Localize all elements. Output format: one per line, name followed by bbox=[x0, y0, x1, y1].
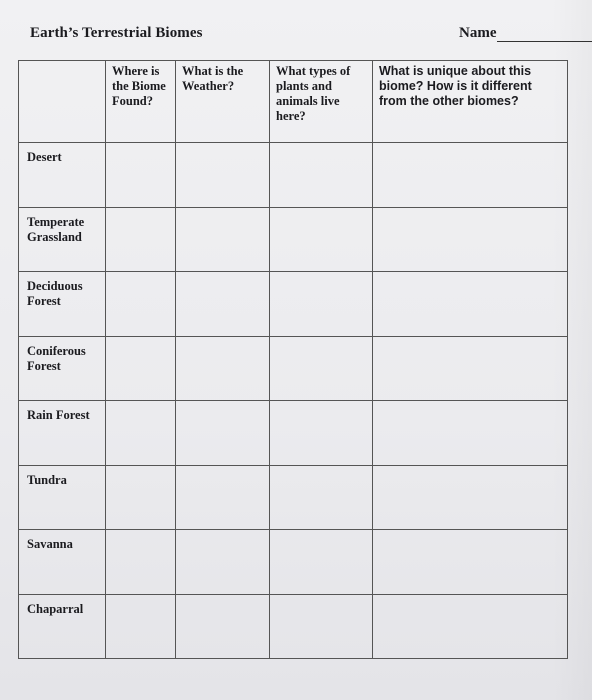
row-label-savanna: Savanna bbox=[19, 530, 106, 595]
corner-cell bbox=[19, 61, 106, 143]
answer-cell[interactable] bbox=[270, 530, 373, 595]
table-row bbox=[19, 401, 568, 466]
answer-cell[interactable] bbox=[176, 143, 270, 208]
answer-cell[interactable] bbox=[176, 594, 270, 659]
answer-cell[interactable] bbox=[270, 272, 373, 337]
biome-table bbox=[18, 60, 568, 659]
answer-cell[interactable] bbox=[270, 207, 373, 272]
row-label-rain-forest: Rain Forest bbox=[19, 401, 106, 466]
row-label-temperate-grassland: Temperate Grassland bbox=[19, 207, 106, 272]
name-label: Name bbox=[459, 25, 497, 41]
answer-cell[interactable] bbox=[270, 401, 373, 466]
answer-cell[interactable] bbox=[176, 272, 270, 337]
column-header-location: Where is the Biome Found? bbox=[106, 61, 176, 143]
answer-cell[interactable] bbox=[176, 465, 270, 530]
column-header-weather: What is the Weather? bbox=[176, 61, 270, 143]
answer-cell[interactable] bbox=[106, 465, 176, 530]
table-row bbox=[19, 594, 568, 659]
answer-cell[interactable] bbox=[106, 594, 176, 659]
table-row bbox=[19, 272, 568, 337]
answer-cell[interactable] bbox=[373, 207, 568, 272]
answer-cell[interactable] bbox=[106, 207, 176, 272]
answer-cell[interactable] bbox=[373, 530, 568, 595]
row-label-tundra: Tundra bbox=[19, 465, 106, 530]
answer-cell[interactable] bbox=[106, 272, 176, 337]
row-label-chaparral: Chaparral bbox=[19, 594, 106, 659]
name-blank-line bbox=[497, 41, 592, 42]
column-header-unique: What is unique about this biome? How is it different from the other biomes? bbox=[373, 61, 568, 143]
answer-cell[interactable] bbox=[176, 207, 270, 272]
table-row bbox=[19, 336, 568, 401]
answer-cell[interactable] bbox=[176, 336, 270, 401]
answer-cell[interactable] bbox=[270, 465, 373, 530]
answer-cell[interactable] bbox=[373, 465, 568, 530]
answer-cell[interactable] bbox=[106, 401, 176, 466]
worksheet-title: Earth’s Terrestrial Biomes bbox=[30, 25, 203, 41]
answer-cell[interactable] bbox=[106, 143, 176, 208]
answer-cell[interactable] bbox=[106, 530, 176, 595]
answer-cell[interactable] bbox=[373, 272, 568, 337]
table-row bbox=[19, 207, 568, 272]
table-row bbox=[19, 465, 568, 530]
row-label-deciduous-forest: Deciduous Forest bbox=[19, 272, 106, 337]
header-row bbox=[19, 61, 568, 143]
row-label-coniferous-forest: Coniferous Forest bbox=[19, 336, 106, 401]
answer-cell[interactable] bbox=[373, 336, 568, 401]
column-header-plants-animals: What types of plants and animals live here? bbox=[270, 61, 373, 143]
answer-cell[interactable] bbox=[373, 594, 568, 659]
answer-cell[interactable] bbox=[176, 530, 270, 595]
row-label-desert: Desert bbox=[19, 143, 106, 208]
answer-cell[interactable] bbox=[270, 594, 373, 659]
table-row bbox=[19, 530, 568, 595]
answer-cell[interactable] bbox=[373, 401, 568, 466]
answer-cell[interactable] bbox=[176, 401, 270, 466]
table-row bbox=[19, 143, 568, 208]
answer-cell[interactable] bbox=[373, 143, 568, 208]
answer-cell[interactable] bbox=[270, 143, 373, 208]
answer-cell[interactable] bbox=[270, 336, 373, 401]
answer-cell[interactable] bbox=[106, 336, 176, 401]
